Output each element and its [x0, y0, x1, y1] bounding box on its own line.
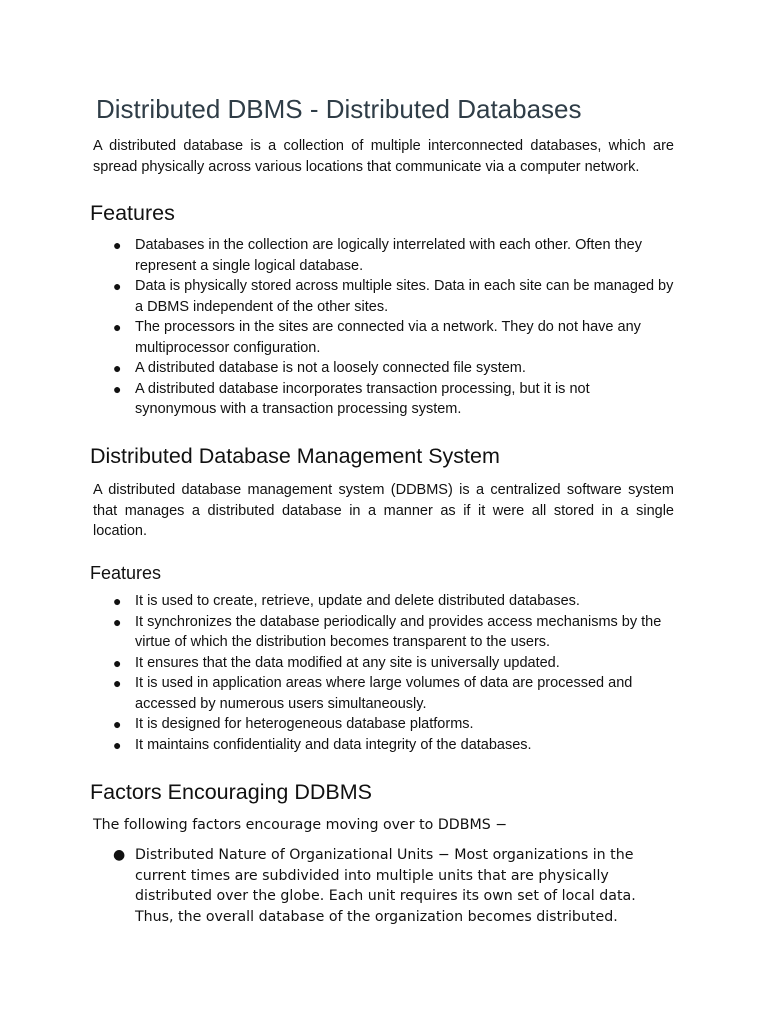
bullet-icon: ● [113, 237, 122, 253]
ddbms-heading: Distributed Database Management System [90, 444, 500, 468]
list-item: ● It is used in application areas where large volumes of data are processed and accessed by numerous users simultaneously. [113, 675, 633, 712]
list-item: ● It is designed for heterogeneous database platforms. [0, 714, 675, 735]
ddbms-intro-paragraph: A distributed database management system (DDBMS) is a centralized software system that manages a distributed database in a manner as if it were all stored in a single location. [93, 482, 674, 539]
list-item: ● It maintains confidentiality and data integrity of the databases. [0, 735, 675, 756]
bullet-icon: ● [113, 360, 122, 376]
list-item: ● Distributed Nature of Organizational Units − Most organizations in the current times are subdivided into multiple units that are physically distributed over the globe. Each unit requires its own set of local data. Thus, the overall database of the organization becomes distributed. [113, 847, 636, 925]
bullet-icon: ● [113, 380, 122, 397]
list-item: ● It is used to create, retrieve, update and delete distributed databases. [0, 591, 675, 612]
list-item: ● Data is physically stored across multiple sites. Data in each site can be managed by a DBMS independent of the other sites. [113, 278, 674, 315]
list-item: ● Databases in the collection are logically interrelated with each other. Often they represent a single logical database. [113, 237, 642, 274]
bullet-icon: ● [113, 736, 122, 753]
factors-heading: Factors Encouraging DDBMS [90, 780, 372, 804]
bullet-icon: ● [113, 847, 126, 863]
intro-paragraph: A distributed database is a collection of multiple interconnected databases, which are spread physically across various locations that communicate via a computer network. [93, 138, 674, 175]
bullet-icon: ● [113, 675, 122, 691]
features-heading: Features [90, 201, 175, 225]
list-item: ● A distributed database is not a loosely connected file system. [0, 358, 675, 379]
list-item: ● A distributed database incorporates transaction processing, but it is not synonymous with a transaction processing system. [113, 380, 590, 417]
list-item: ● The processors in the sites are connected via a network. They do not have any multiprocessor configuration. [113, 319, 641, 356]
bullet-icon: ● [113, 613, 122, 630]
bullet-icon: ● [113, 278, 122, 294]
bullet-icon: ● [113, 593, 122, 609]
bullet-icon: ● [113, 716, 122, 732]
bullet-icon: ● [113, 319, 122, 335]
ddbms-features-heading: Features [90, 563, 162, 583]
bullet-icon: ● [113, 654, 122, 671]
list-item: ● It synchronizes the database periodically and provides access mechanisms by the virtue of which the distribution becomes transparent to the users. [113, 613, 662, 650]
factors-list [0, 845, 675, 927]
page-title: Distributed DBMS - Distributed Databases [96, 94, 582, 124]
factors-intro-paragraph: The following factors encourage moving over to DDBMS − [93, 817, 508, 833]
list-item: ● It ensures that the data modified at any site is universally updated. [0, 653, 675, 674]
features-list [0, 235, 675, 420]
ddbms-features-list [0, 591, 675, 755]
